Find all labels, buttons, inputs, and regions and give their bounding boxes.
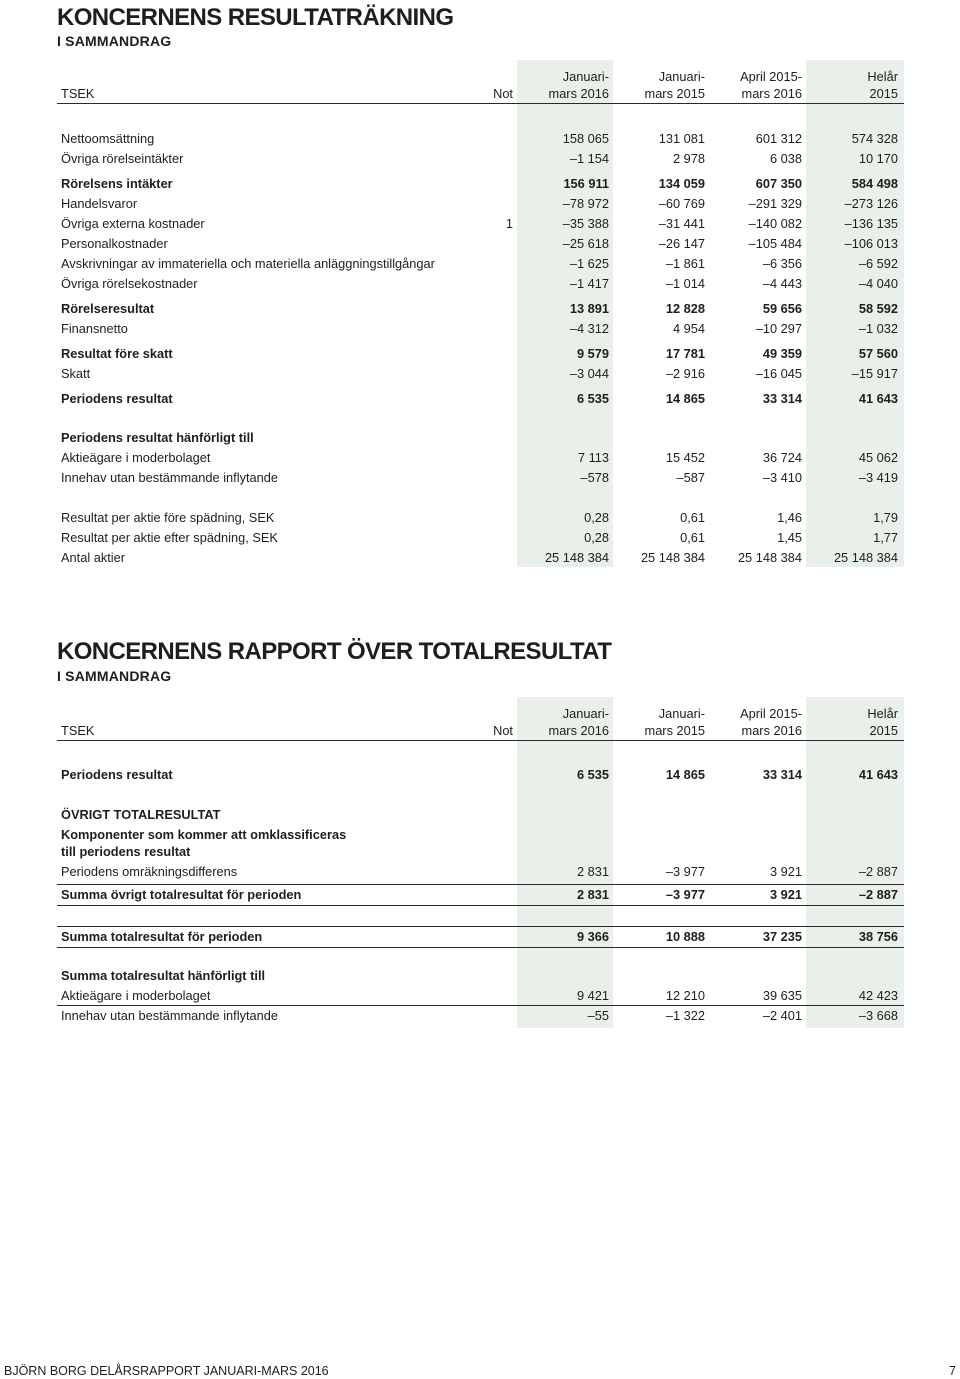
row-value-c2: 0,61 [680, 530, 705, 545]
section2-subtitle: I SAMMANDRAG [57, 668, 172, 684]
row-label: Avskrivningar av immateriella och materiella anläggningstillgångar [61, 256, 435, 271]
row-value-c2: 2 978 [672, 151, 705, 166]
table-row [57, 1006, 904, 1026]
table-row [57, 149, 904, 169]
row-value-c1: 6 535 [576, 391, 609, 406]
row-label: Skatt [61, 366, 91, 381]
table-row [57, 274, 904, 294]
row-value-c1: –4 312 [569, 321, 609, 336]
table-row [57, 299, 904, 319]
row-value-c4: –106 013 [844, 236, 898, 251]
row-value-c4: 10 170 [858, 151, 898, 166]
row-value-c3: 1,46 [777, 510, 802, 525]
row-label: Aktieägare i moderbolaget [61, 450, 211, 465]
row-value-c2: 12 828 [665, 301, 705, 316]
row-value-c2: 12 210 [665, 988, 705, 1003]
row-value-c4: 584 498 [851, 176, 898, 191]
income-statement-table [57, 60, 904, 572]
row-label: Periodens omräkningsdifferens [61, 864, 238, 879]
row-value-c2: 15 452 [665, 450, 705, 465]
table-row [57, 344, 904, 364]
header-col3: April 2015- mars 2016 [740, 706, 802, 738]
row-value-c3: 37 235 [762, 929, 802, 944]
header-rule [57, 740, 904, 741]
row-label: Resultat före skatt [61, 346, 173, 361]
table-row [57, 448, 904, 468]
table-row [57, 508, 904, 528]
row-value-c1: 158 065 [562, 131, 609, 146]
section1-title: KONCERNENS RESULTATRÄKNING [57, 4, 454, 31]
row-value-c1: 156 911 [563, 176, 609, 191]
row-value-c4: 41 643 [858, 391, 898, 406]
table-row [57, 927, 904, 947]
row-value-c3: 3 921 [769, 887, 802, 902]
row-value-c1: 9 421 [576, 988, 609, 1003]
row-value-c2: –26 147 [658, 236, 705, 251]
table-row [57, 254, 904, 274]
row-value-c3: 25 148 384 [737, 550, 802, 565]
section1-subtitle: I SAMMANDRAG [57, 33, 172, 49]
header-not: Not [493, 86, 513, 101]
row-value-c2: –1 322 [665, 1008, 705, 1023]
row-value-c4: –273 126 [844, 196, 898, 211]
row-value-c1: 6 535 [576, 767, 609, 782]
row-value-c3: –291 329 [748, 196, 802, 211]
table-row [57, 805, 904, 825]
row-value-c4: –15 917 [851, 366, 898, 381]
row-label: Rörelseresultat [61, 301, 155, 316]
row-value-c4: –3 419 [858, 470, 898, 485]
row-value-c4: –2 887 [858, 864, 898, 879]
row-label: Periodens resultat [61, 391, 173, 406]
row-value-c1: 0,28 [584, 530, 609, 545]
header-tsek: TSEK [61, 723, 95, 738]
row-value-c1: –3 044 [569, 366, 609, 381]
table-row [57, 862, 904, 882]
table-row [57, 174, 904, 194]
row-value-c3: –10 297 [755, 321, 802, 336]
table-row [57, 214, 904, 234]
header-not: Not [493, 723, 513, 738]
row-label: Resultat per aktie före spädning, SEK [61, 510, 275, 525]
table-row [57, 528, 904, 548]
row-label: Innehav utan bestämmande inflytande [61, 1008, 278, 1023]
row-value-c4: 1,77 [873, 530, 898, 545]
row-value-c2: 131 081 [658, 131, 705, 146]
row-value-c1: 9 366 [576, 929, 609, 944]
row-value-c2: 134 059 [658, 176, 705, 191]
row-value-c4: –3 668 [858, 1008, 898, 1023]
row-label: Summa totalresultat hänförligt till [61, 968, 266, 983]
row-value-c3: –6 356 [762, 256, 802, 271]
row-label: Summa övrigt totalresultat för perioden [61, 887, 302, 902]
row-value-c3: –105 484 [748, 236, 802, 251]
header-col2: Januari- mars 2015 [644, 706, 705, 738]
row-value-c3: 3 921 [769, 864, 802, 879]
row-value-c3: 33 314 [762, 391, 802, 406]
row-value-c4: –4 040 [858, 276, 898, 291]
row-value-c1: 2 831 [576, 864, 609, 879]
row-note: 1 [505, 216, 513, 231]
row-value-c4: 45 062 [858, 450, 898, 465]
row-value-c1: 2 831 [576, 887, 609, 902]
row-value-c2: –31 441 [658, 216, 705, 231]
total-result-table [57, 697, 904, 1033]
table-row [57, 428, 904, 448]
row-value-c2: –1 861 [665, 256, 705, 271]
row-label: Resultat per aktie efter spädning, SEK [61, 530, 278, 545]
row-value-c1: –25 618 [562, 236, 609, 251]
row-value-c2: –2 916 [665, 366, 705, 381]
row-value-c3: 39 635 [762, 988, 802, 1003]
table-row [57, 364, 904, 384]
row-label: Summa totalresultat för perioden [61, 929, 263, 944]
row-value-c2: –1 014 [665, 276, 705, 291]
row-value-c4: –1 032 [858, 321, 898, 336]
row-value-c3: 36 724 [762, 450, 802, 465]
row-value-c2: 4 954 [672, 321, 705, 336]
row-value-c1: –55 [587, 1008, 609, 1023]
row-value-c4: 25 148 384 [833, 550, 898, 565]
row-label: Periodens resultat hänförligt till [61, 430, 254, 445]
row-value-c2: 14 865 [665, 767, 705, 782]
row-value-c3: 49 359 [762, 346, 802, 361]
row-value-c1: –35 388 [562, 216, 609, 231]
table-row [57, 842, 904, 862]
row-label: Handelsvaror [61, 196, 138, 211]
table-row [57, 986, 904, 1006]
row-label: Innehav utan bestämmande inflytande [61, 470, 278, 485]
row-value-c4: 58 592 [858, 301, 898, 316]
row-value-c2: 17 781 [665, 346, 705, 361]
row-label: Aktieägare i moderbolaget [61, 988, 211, 1003]
row-value-c1: 0,28 [584, 510, 609, 525]
row-value-c4: –136 135 [844, 216, 898, 231]
table-row [57, 966, 904, 986]
row-label: Övriga rörelseintäkter [61, 151, 184, 166]
row-value-c1: 25 148 384 [544, 550, 609, 565]
row-value-c3: –2 401 [762, 1008, 802, 1023]
row-value-c3: 59 656 [762, 301, 802, 316]
row-value-c3: –140 082 [748, 216, 802, 231]
table-row [57, 234, 904, 254]
row-value-c1: –578 [580, 470, 609, 485]
row-value-c2: –587 [676, 470, 705, 485]
row-value-c3: 33 314 [762, 767, 802, 782]
table-row [57, 468, 904, 488]
row-value-c2: 14 865 [665, 391, 705, 406]
row-label: ÖVRIGT TOTALRESULTAT [61, 807, 221, 822]
row-label: till periodens resultat [61, 844, 191, 859]
row-value-c2: 10 888 [665, 929, 705, 944]
row-label: Finansnetto [61, 321, 128, 336]
header-col4: Helår 2015 [867, 706, 898, 738]
row-value-c1: –1 625 [569, 256, 609, 271]
row-value-c1: 7 113 [577, 450, 609, 465]
row-label: Antal aktier [61, 550, 126, 565]
row-value-c2: 25 148 384 [640, 550, 705, 565]
rule-below-summa-ovrigt [57, 905, 904, 906]
header-col4: Helår 2015 [867, 69, 898, 101]
header-tsek: TSEK [61, 86, 95, 101]
row-value-c1: –1 417 [569, 276, 609, 291]
rule-below-summa-total [57, 947, 904, 948]
row-value-c4: 42 423 [858, 988, 898, 1003]
table-row [57, 389, 904, 409]
row-value-c2: 0,61 [680, 510, 705, 525]
table-header [57, 703, 904, 739]
row-label: Personalkostnader [61, 236, 168, 251]
table-row [57, 765, 904, 785]
row-value-c4: –6 592 [858, 256, 898, 271]
table-row [57, 319, 904, 339]
table-row [57, 194, 904, 214]
row-value-c1: 9 579 [576, 346, 609, 361]
header-col2: Januari- mars 2015 [644, 69, 705, 101]
row-value-c3: 607 350 [755, 176, 802, 191]
row-value-c4: 57 560 [858, 346, 898, 361]
row-value-c1: 13 891 [569, 301, 609, 316]
row-value-c2: –3 977 [665, 864, 705, 879]
header-rule [57, 103, 904, 104]
section2-title: KONCERNENS RAPPORT ÖVER TOTALRESULTAT [57, 638, 612, 665]
row-value-c4: –2 887 [858, 887, 898, 902]
row-label: Övriga externa kostnader [61, 216, 205, 231]
row-label: Periodens resultat [61, 767, 173, 782]
row-value-c3: 601 312 [755, 131, 802, 146]
table-header [57, 66, 904, 102]
row-label: Komponenter som kommer att omklassificeras [61, 827, 347, 842]
row-value-c1: –1 154 [569, 151, 609, 166]
row-label: Övriga rörelsekostnader [61, 276, 198, 291]
row-label: Nettoomsättning [61, 131, 155, 146]
row-value-c3: 1,45 [777, 530, 802, 545]
row-value-c3: –4 443 [762, 276, 802, 291]
row-value-c3: –3 410 [762, 470, 802, 485]
header-col1: Januari- mars 2016 [548, 69, 609, 101]
header-col1: Januari- mars 2016 [548, 706, 609, 738]
table-row [57, 129, 904, 149]
row-value-c3: –16 045 [755, 366, 802, 381]
row-label: Rörelsens intäkter [61, 176, 173, 191]
row-value-c4: 41 643 [858, 767, 898, 782]
row-value-c4: 1,79 [873, 510, 898, 525]
row-value-c1: –78 972 [562, 196, 609, 211]
table-row [57, 548, 904, 568]
table-row [57, 885, 904, 905]
row-value-c2: –60 769 [658, 196, 705, 211]
row-value-c2: –3 977 [665, 887, 705, 902]
row-value-c4: 574 328 [851, 131, 898, 146]
row-value-c3: 6 038 [769, 151, 802, 166]
header-col3: April 2015- mars 2016 [740, 69, 802, 101]
row-value-c4: 38 756 [858, 929, 898, 944]
footer-report-name: BJÖRN BORG DELÅRSRAPPORT JANUARI-MARS 2016 [4, 1364, 329, 1378]
footer-page-number: 7 [949, 1364, 956, 1378]
